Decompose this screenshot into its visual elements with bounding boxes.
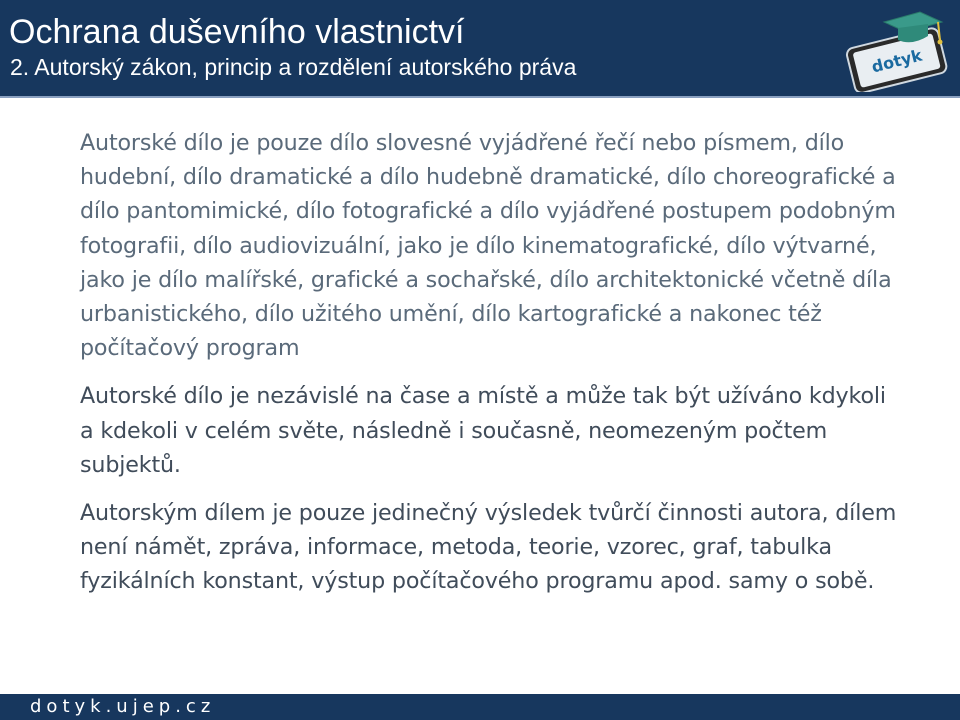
footer-site-link[interactable]: dotyk.ujep.cz [30,696,216,717]
dotyk-logo-icon [834,4,954,92]
paragraph-2: Autorské dílo je nezávislé na čase a místě a může tak být užíváno kdykoli a kdekoli v celém světe, následně i současně, neomezeným počtem subjektů. [80,383,886,478]
header-bar [0,0,960,98]
paragraph-1: Autorské dílo je pouze dílo slovesné vyjádřené řečí nebo písmem, dílo hudební, dílo dramatické a dílo hudebně dramatické, dílo choreografické a dílo pantomimické, dílo fotografické a dílo vyjádřené postupem podobným fotografii, dílo audiovizuální, jako je dílo kinematografické, dílo výtvarné, jako je dílo malířské, grafické a sochařské, dílo architektonické včetně díla urbanistického, dílo užitého umění, dílo kartografické a nakonec též počítačový program [80,130,896,362]
content-area [80,126,900,613]
footer-bar [0,694,960,720]
paragraph-3: Autorským dílem je pouze jedinečný výsledek tvůrčí činnosti autora, dílem není námět, zpráva, informace, metoda, teorie, vzorec, graf, tabulka fyzikálních konstant, výstup počítačového programu apod. samy o sobě. [80,500,897,595]
logo-text: dotyk [869,45,924,77]
slide-title: Ochrana duševního vlastnictví [9,13,465,51]
slide-subtitle: 2. Autorský zákon, princip a rozdělení autorského práva [10,54,577,80]
